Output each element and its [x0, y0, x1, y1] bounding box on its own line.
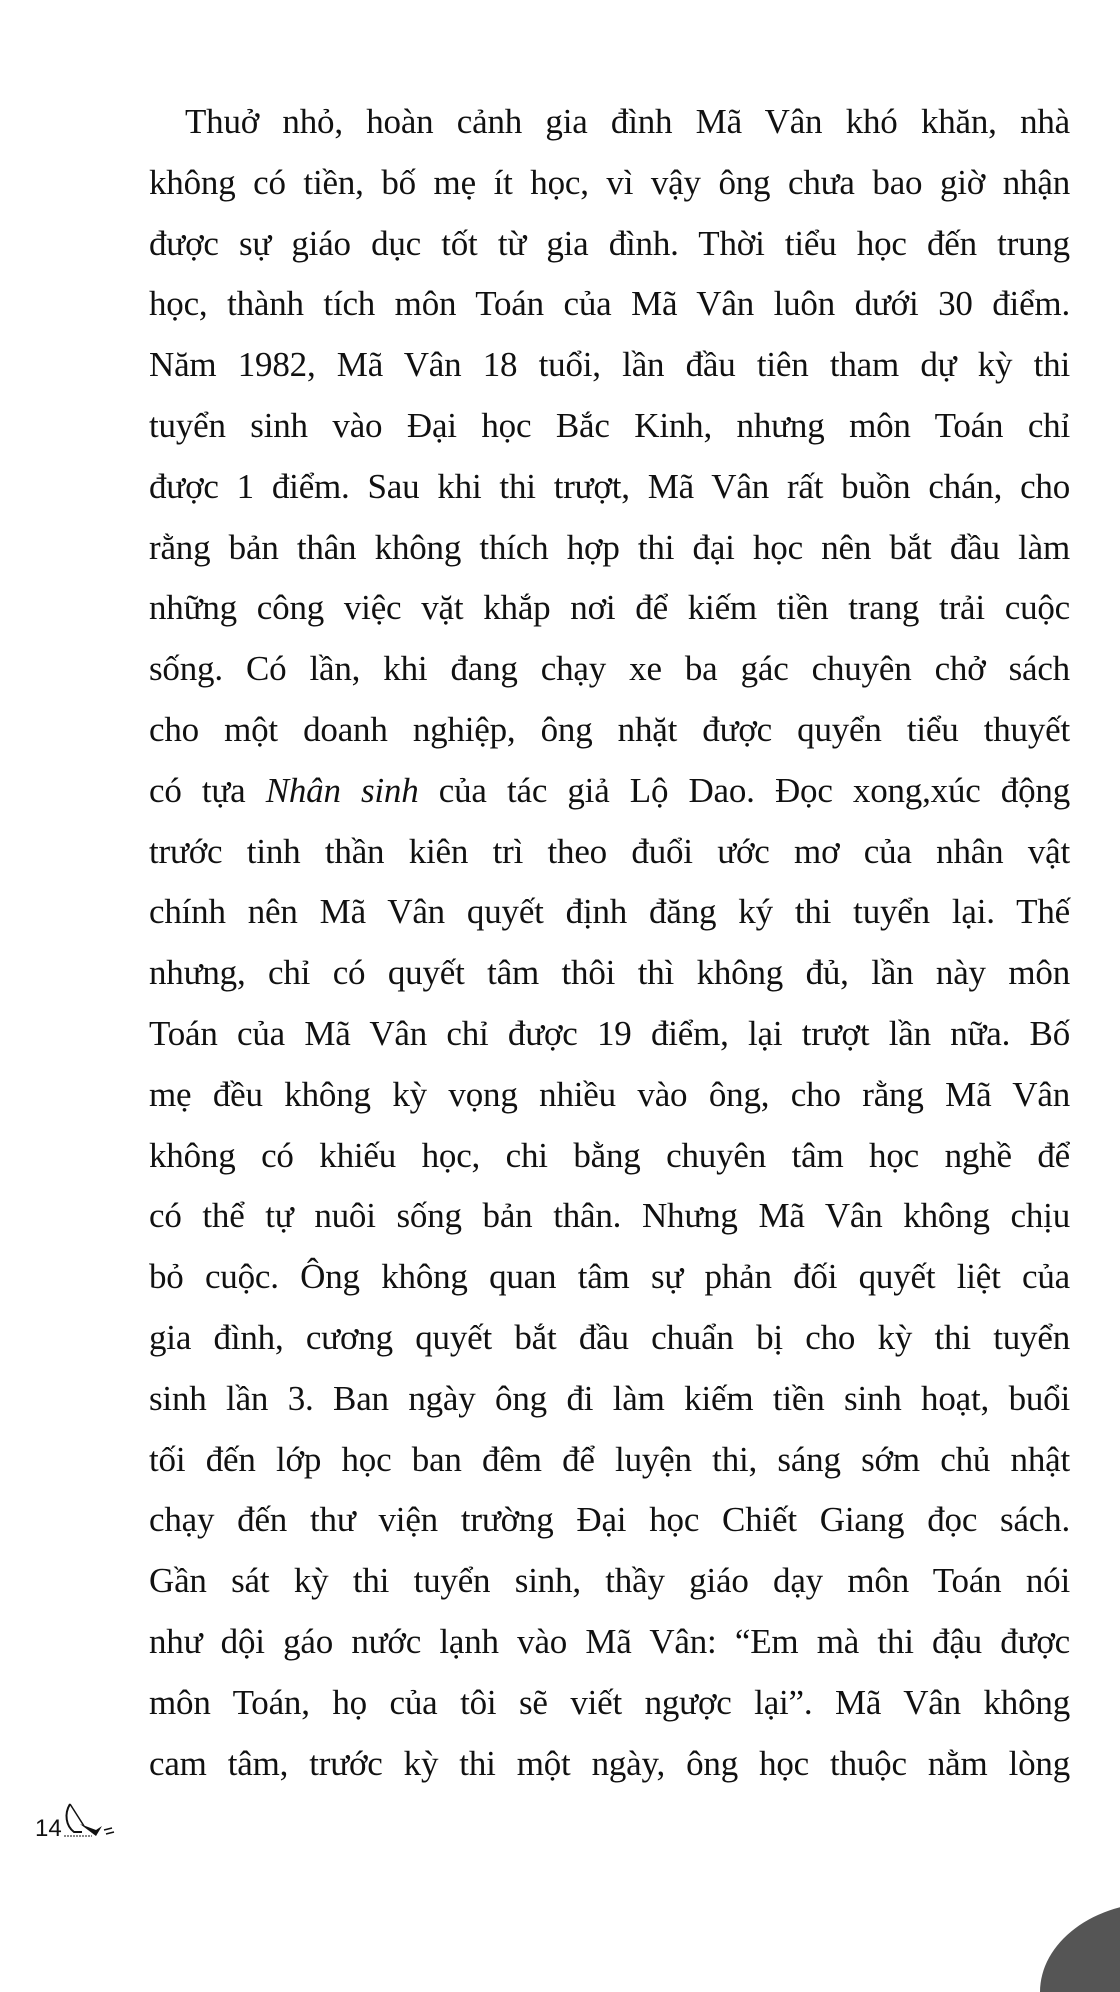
text-line [149, 761, 1070, 822]
text-line: tối đến lớp học ban đêm để luyện thi, sáng sớm chủ nhật [149, 1439, 1070, 1479]
text-line: rằng bản thân không thích hợp thi đại học nên bắt đầu làm [149, 527, 1070, 567]
text-line: mẹ đều không kỳ vọng nhiều vào ông, cho rằng Mã Vân [149, 1074, 1070, 1114]
page-number: 14 [35, 1815, 62, 1842]
text-line: được 1 điểm. Sau khi thi trượt, Mã Vân rất buồn chán, cho [149, 466, 1070, 506]
book-title: Nhân sinh [265, 770, 419, 810]
text-line: Gần sát kỳ thi tuyển sinh, thầy giáo dạy môn Toán nói [149, 1561, 1070, 1601]
text-line: cho một doanh nghiệp, ông nhặt được quyển tiểu thuyết [149, 709, 1070, 749]
text-line: không có tiền, bố mẹ ít học, vì vậy ông chưa bao giờ nhận [149, 162, 1070, 202]
text-line: có thể tự nuôi sống bản thân. Nhưng Mã Vân không chịu [149, 1196, 1070, 1236]
text-segment: của tác giả Lộ Dao. Đọc xong,xúc động [418, 770, 1071, 810]
text-line: được sự giáo dục tốt từ gia đình. Thời tiểu học đến trung [149, 223, 1070, 263]
text-line: như dội gáo nước lạnh vào Mã Vân: “Em mà thi đậu được [149, 1621, 1070, 1661]
text-line: môn Toán, họ của tôi sẽ viết ngược lại”. Mã Vân không [149, 1682, 1070, 1722]
text-line: sống. Có lần, khi đang chạy xe ba gác chuyên chở sách [149, 649, 1070, 689]
text-line: chạy đến thư viện trường Đại học Chiết Giang đọc sách. [149, 1500, 1070, 1540]
text-line: gia đình, cương quyết bắt đầu chuẩn bị cho kỳ thi tuyển [149, 1317, 1070, 1357]
text-segment: có tựa [149, 770, 266, 810]
text-line: Thuở nhỏ, hoàn cảnh gia đình Mã Vân khó khăn, nhà [185, 102, 1070, 141]
text-line: chính nên Mã Vân quyết định đăng ký thi tuyển lại. Thế [149, 892, 1070, 932]
text-line: Năm 1982, Mã Vân 18 tuổi, lần đầu tiên tham dự kỳ thi [149, 345, 1070, 385]
sailboat-ornament-icon [62, 1800, 122, 1840]
text-line: sinh lần 3. Ban ngày ông đi làm kiếm tiền sinh hoạt, buổi [149, 1378, 1070, 1418]
text-line: nhưng, chỉ có quyết tâm thôi thì không đủ, lần này môn [149, 953, 1070, 993]
text-line: không có khiếu học, chi bằng chuyên tâm học nghề để [149, 1135, 1070, 1175]
body-text [149, 92, 1070, 1794]
text-line: cam tâm, trước kỳ thi một ngày, ông học thuộc nằm lòng [149, 1743, 1070, 1783]
text-line: trước tinh thần kiên trì theo đuổi ước mơ của nhân vật [149, 831, 1070, 871]
text-line: những công việc vặt khắp nơi để kiếm tiền trang trải cuộc [149, 588, 1070, 628]
text-line: Toán của Mã Vân chỉ được 19 điểm, lại trượt lần nữa. Bố [149, 1013, 1070, 1053]
page-edge-shadow [1040, 1902, 1120, 1992]
text-line: học, thành tích môn Toán của Mã Vân luôn dưới 30 điểm. [149, 284, 1070, 324]
text-line: tuyển sinh vào Đại học Bắc Kinh, nhưng môn Toán chỉ [149, 405, 1070, 445]
text-line: bỏ cuộc. Ông không quan tâm sự phản đối quyết liệt của [149, 1257, 1070, 1297]
